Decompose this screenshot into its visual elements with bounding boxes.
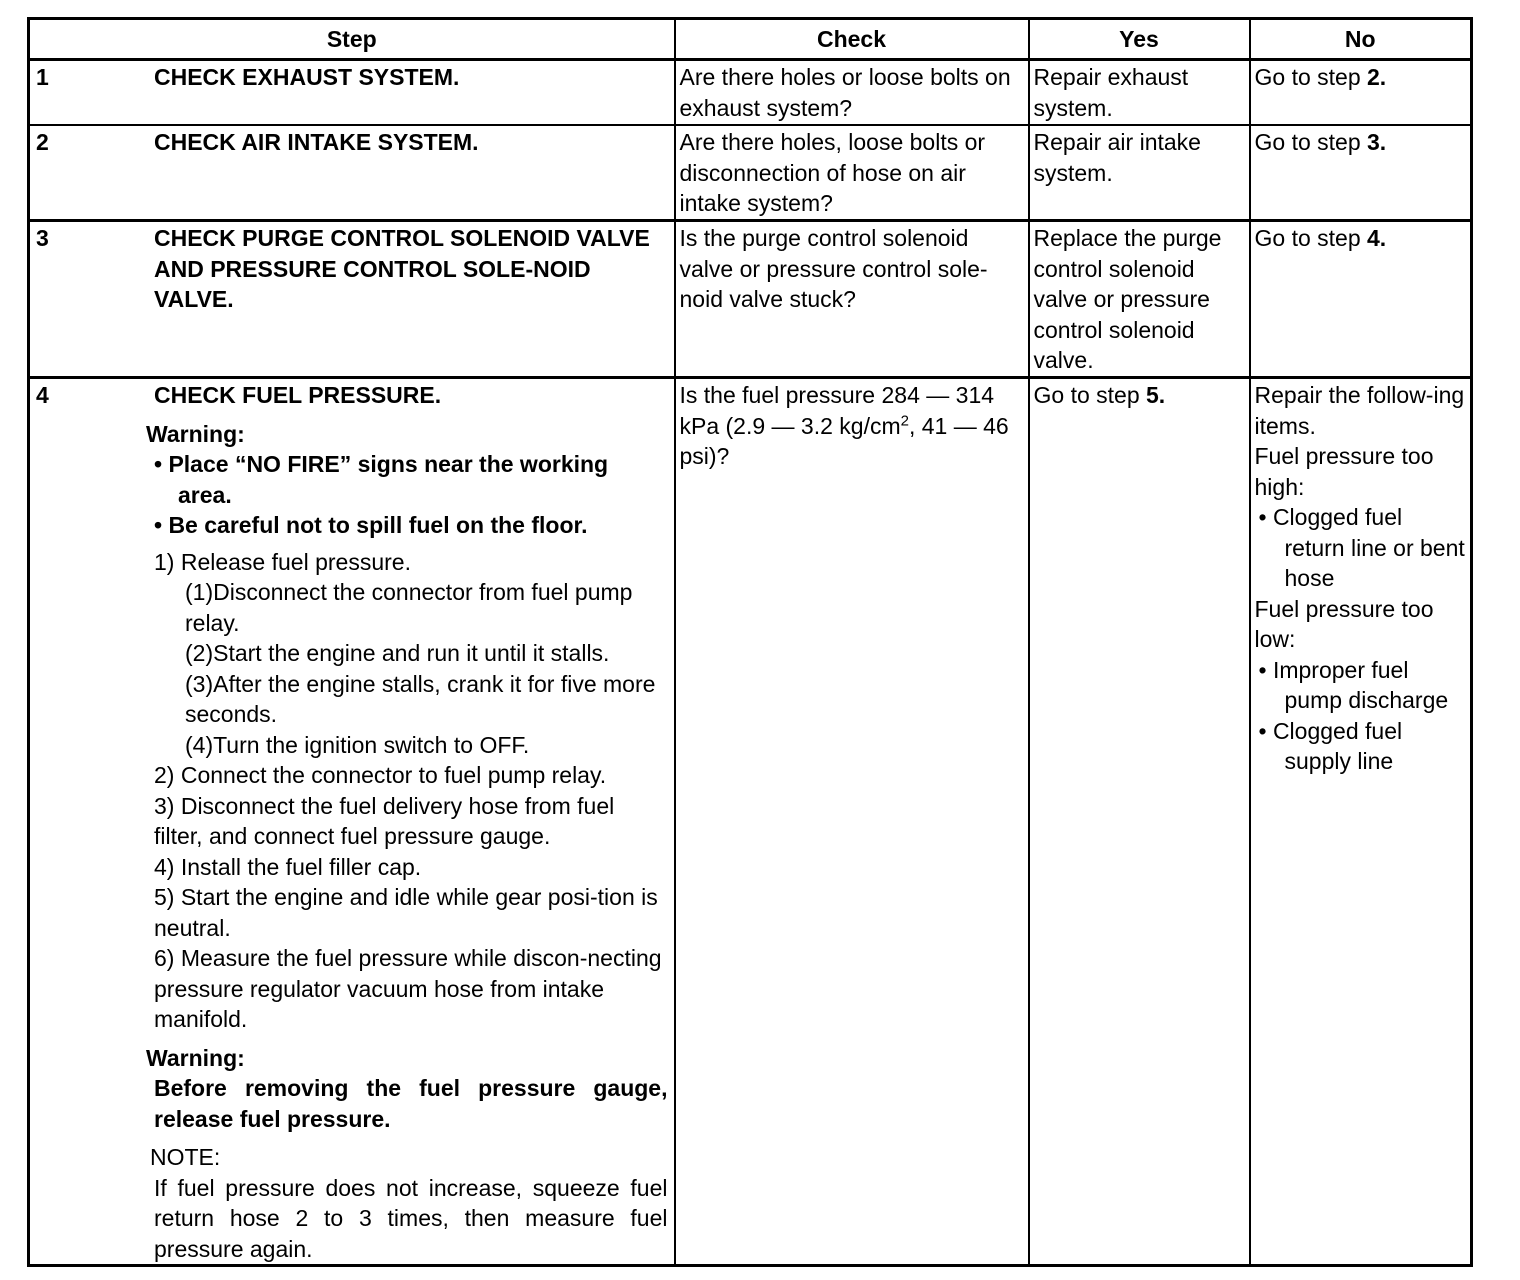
- header-check: Check: [675, 19, 1029, 60]
- step-title: CHECK FUEL PRESSURE.: [154, 382, 442, 408]
- step-number: 4: [36, 382, 49, 408]
- no-prefix: Go to step: [1254, 129, 1368, 155]
- no-cell: [1250, 221, 1472, 378]
- yes-cell: Replace the purge control solenoid valve or pressure control solenoid valve.: [1029, 221, 1250, 378]
- no-list-item: • Improper fuel pump discharge: [1258, 656, 1449, 713]
- no-high-heading: Fuel pressure too high:: [1254, 443, 1434, 500]
- warning-label: Warning:: [146, 420, 245, 447]
- procedure-substep: (4)Turn the ignition switch to OFF.: [185, 731, 530, 758]
- no-cell: [1250, 60, 1472, 126]
- no-prefix: Go to step: [1254, 64, 1368, 90]
- table-row: [29, 221, 1472, 378]
- yes-cell: Repair air intake system.: [1029, 125, 1250, 221]
- procedure-step: 5) Start the engine and idle while gear posi-tion is neutral.: [154, 884, 658, 941]
- step-title: CHECK AIR INTAKE SYSTEM.: [154, 129, 479, 155]
- no-step-ref: 4.: [1367, 225, 1387, 251]
- no-high-list: [1255, 502, 1467, 594]
- table-header-row: [29, 19, 1472, 60]
- procedure-substep: (1)Disconnect the connector from fuel pump relay.: [185, 579, 633, 636]
- warning-item: • Place “NO FIRE” signs near the working area.: [154, 451, 609, 508]
- step-title: CHECK EXHAUST SYSTEM.: [154, 64, 460, 90]
- step-title: CHECK PURGE CONTROL SOLENOID VALVE AND PRESSURE CONTROL SOLE-NOID VALVE.: [154, 225, 650, 312]
- no-step-ref: 3.: [1367, 129, 1387, 155]
- header-step: Step: [29, 19, 675, 60]
- warning-text: Before removing the fuel pressure gauge, release fuel pressure.: [154, 1075, 668, 1132]
- warning-label: Warning:: [146, 1044, 245, 1071]
- step-number: 1: [36, 64, 49, 90]
- step-cell: [29, 378, 675, 1266]
- step-cell: [29, 221, 675, 378]
- table-row: [29, 60, 1472, 126]
- table-row: [29, 125, 1472, 221]
- procedure-step: 1) Release fuel pressure.: [154, 548, 411, 575]
- procedure-substep: (3)After the engine stalls, crank it for five more seconds.: [185, 670, 656, 727]
- check-cell: [675, 378, 1029, 1266]
- no-cell: [1250, 125, 1472, 221]
- note-text: If fuel pressure does not increase, squeeze fuel return hose 2 to 3 times, then measure fuel pressure again.: [154, 1174, 668, 1262]
- no-list-item: • Clogged fuel supply line: [1258, 717, 1403, 774]
- yes-step-ref: 5.: [1146, 382, 1166, 408]
- yes-cell: [1029, 378, 1250, 1266]
- no-cell: [1250, 378, 1472, 1266]
- yes-prefix: Go to step: [1033, 382, 1147, 408]
- warning-item: • Be careful not to spill fuel on the floor.: [154, 512, 588, 538]
- note-label: NOTE:: [150, 1144, 221, 1170]
- procedure-list: [154, 760, 668, 1035]
- check-text-b: , 41 — 46 psi)?: [679, 412, 1009, 469]
- yes-cell: Repair exhaust system.: [1029, 60, 1250, 126]
- procedure-step: 4) Install the fuel filler cap.: [154, 853, 422, 880]
- no-intro: Repair the follow-ing items.: [1254, 382, 1465, 439]
- warning-list: [154, 449, 668, 541]
- diagnostic-table: [27, 17, 1473, 1267]
- no-prefix: Go to step: [1254, 225, 1368, 251]
- step-number: 3: [36, 225, 49, 251]
- check-cell: Are there holes, loose bolts or disconnection of hose on air intake system?: [675, 125, 1029, 221]
- step-number: 2: [36, 129, 49, 155]
- procedure-substeps: [154, 577, 668, 760]
- check-superscript: 2: [900, 411, 909, 429]
- header-yes: Yes: [1029, 19, 1250, 60]
- table-row: [29, 378, 1472, 1266]
- no-low-list: [1255, 655, 1467, 777]
- procedure-step: 3) Disconnect the fuel delivery hose from fuel filter, and connect fuel pressure gauge.: [154, 792, 615, 849]
- check-text-a: Is the fuel pressure 284 — 314 kPa (2.9 — 3.2 kg/cm: [679, 382, 995, 439]
- check-cell: Are there holes or loose bolts on exhaust system?: [675, 60, 1029, 126]
- check-cell: Is the purge control solenoid valve or pressure control sole-noid valve stuck?: [675, 221, 1029, 378]
- no-step-ref: 2.: [1367, 64, 1387, 90]
- header-no: No: [1250, 19, 1472, 60]
- procedure-step: 2) Connect the connector to fuel pump relay.: [154, 762, 607, 788]
- no-low-heading: Fuel pressure too low:: [1254, 595, 1434, 652]
- step-cell: [29, 125, 675, 221]
- procedure-step: 6) Measure the fuel pressure while discon-necting pressure regulator vacuum hose from intake manifold.: [154, 945, 662, 1032]
- procedure-substep: (2)Start the engine and run it until it stalls.: [185, 640, 610, 666]
- step-cell: [29, 60, 675, 126]
- no-list-item: • Clogged fuel return line or bent hose: [1258, 504, 1465, 591]
